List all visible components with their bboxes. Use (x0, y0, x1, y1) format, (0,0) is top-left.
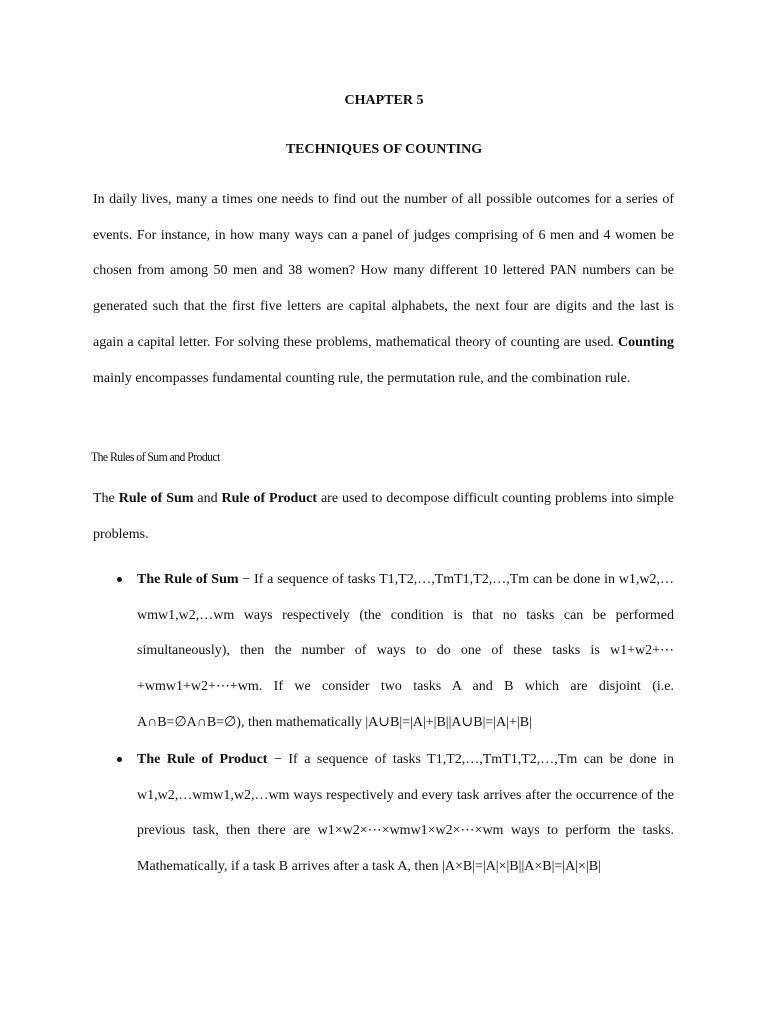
bullet-text: − If a sequence of tasks T1,T2,…,TmT1,T2,…,Tm can be done in w1,w2,…wmw1,w2,…wm ways respectively (the condition is that no tasks can be performed simultaneously), then the number of ways to do one of these tasks is w1+w2+⋯+wmw1+w2+⋯+wm. If we consider two tasks A and B which are disjoint (i.e. A∩B=∅A∩B=∅), then mathematically |A∪B|=|A|+|B||A∪B|=|A|+|B| (137, 572, 674, 730)
chapter-label: CHAPTER 5 (344, 93, 424, 108)
rules-intro-and: and (193, 491, 222, 506)
bullet-bold-term: The Rule of Sum (137, 572, 239, 587)
rule-list-sum (93, 562, 674, 741)
intro-bold-term: Counting (617, 334, 674, 350)
rules-intro-bold-product: Rule of Product (221, 491, 318, 506)
rule-list-product (93, 742, 674, 885)
intro-text-1: In daily lives, many a times one needs to find out the number of all possible outcomes for a series of events. For instance, in how many ways can a panel of judges comprising of 6 men and 4 women be chosen from among 50 men and 38 women? How many different 10 lettered PAN numbers can be generated such that the first five letters are capital alphabets, the next four are digits and the last is again a capital letter. For solving these problems, mathematical theory of counting are used. (93, 192, 674, 350)
bullet-text: − If a sequence of tasks T1,T2,…,TmT1,T2,…,Tm can be done in w1,w2,…wmw1,w2,…wm ways respectively and every task arrives after the occurrence of the previous task, then there are w1×w2×⋯×wmw1×w2×⋯×wm ways to perform the tasks. Mathematically, if a task B arrives after a task A, then |A×B|=|A|×|B||A×B|=|A|×|B| (137, 752, 675, 875)
intro-text-2: mainly encompasses fundamental counting rule, the permutation rule, and the combination rule. (93, 370, 631, 386)
intro-paragraph (93, 182, 674, 396)
bullet-bold-term: The Rule of Product (137, 752, 268, 767)
rules-intro-rest: are used to decompose difficult counting problems into simple problems. (93, 491, 675, 542)
section-heading: The Rules of Sum and Product (91, 449, 220, 464)
chapter-title: TECHNIQUES OF COUNTING (285, 142, 483, 157)
list-item (93, 742, 674, 885)
rules-intro-paragraph (93, 481, 674, 552)
list-item (93, 562, 674, 741)
rules-intro-bold-sum: Rule of Sum (118, 491, 194, 506)
rules-intro-the: The (93, 491, 119, 506)
bullet-icon (117, 757, 122, 762)
bullet-icon (117, 577, 122, 582)
